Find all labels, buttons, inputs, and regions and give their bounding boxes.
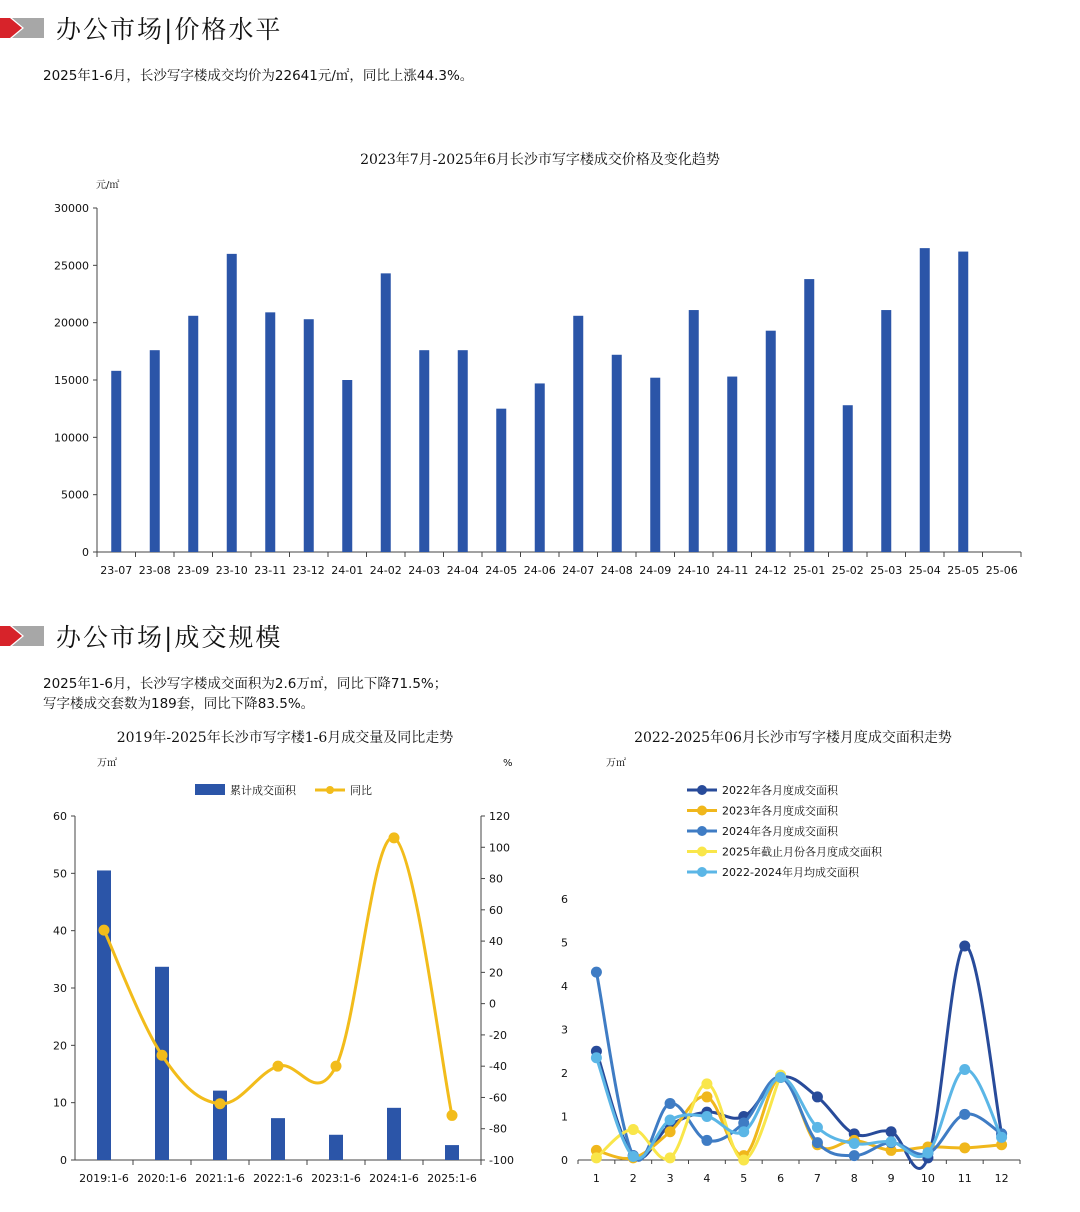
y-tick-label-right: 20 [489, 966, 503, 980]
bar [342, 380, 352, 552]
x-tick-label: 2025:1-6 [427, 1172, 477, 1185]
y-tick-label-left: 0 [60, 1154, 67, 1167]
y-tick-label-left: 60 [53, 810, 67, 823]
series-point [849, 1150, 860, 1161]
x-tick-label: 12 [994, 1172, 1009, 1185]
series-point [886, 1126, 897, 1137]
bar [766, 331, 776, 552]
bar [227, 254, 237, 552]
x-tick-label: 2023:1-6 [311, 1172, 361, 1185]
series-point [959, 1064, 970, 1075]
bar [265, 312, 275, 552]
bar [97, 870, 111, 1160]
y-tick-label: 5000 [61, 488, 89, 502]
x-tick-label: 5 [740, 1172, 748, 1185]
y-tick-label: 30000 [54, 202, 89, 215]
series-point [922, 1147, 933, 1158]
legend-label: 2022-2024年月均成交面积 [722, 866, 859, 879]
x-tick-label: 25-01 [793, 564, 826, 577]
section-badge-icon [0, 16, 46, 40]
series-point [701, 1135, 712, 1146]
series-point [849, 1138, 860, 1149]
legend-marker [697, 806, 707, 816]
y-tick-label-right: 60 [489, 903, 503, 917]
y-tick-label: 5 [561, 936, 568, 950]
yoy-point [447, 1110, 458, 1121]
y-tick-label-left: 20 [53, 1039, 67, 1053]
legend-marker [697, 867, 707, 877]
legend-marker-line [326, 786, 334, 794]
y-axis-unit-right: % [503, 758, 513, 769]
x-tick-label: 6 [777, 1172, 785, 1185]
x-tick-label: 10 [920, 1172, 935, 1185]
volume-bar-line-chart [0, 720, 540, 1210]
x-tick-label: 2020:1-6 [137, 1172, 187, 1185]
section-title-price: 办公市场|价格水平 [56, 15, 283, 44]
bar [387, 1108, 401, 1160]
series-point [665, 1114, 676, 1125]
y-tick-label: 25000 [54, 259, 89, 273]
y-tick-label-right: -40 [489, 1060, 507, 1074]
section-header-volume [0, 614, 1080, 654]
yoy-point [389, 832, 400, 843]
y-tick-label-right: -20 [489, 1028, 507, 1042]
x-tick-label: 7 [813, 1172, 821, 1185]
y-tick-label: 10000 [54, 431, 89, 445]
x-tick-label: 25-06 [985, 564, 1018, 577]
series-point [812, 1137, 823, 1148]
x-tick-label: 24-06 [523, 564, 556, 577]
series-point [591, 1052, 602, 1063]
series-point [738, 1126, 749, 1137]
y-tick-label-left: 30 [53, 982, 67, 995]
bar [188, 316, 198, 552]
x-tick-label: 23-08 [138, 564, 171, 577]
x-tick-label: 25-05 [947, 564, 980, 577]
x-tick-label: 4 [703, 1172, 711, 1185]
bar [458, 350, 468, 552]
bar [150, 350, 160, 552]
x-tick-label: 25-04 [908, 564, 941, 577]
series-point [628, 1124, 639, 1135]
series-point [812, 1091, 823, 1102]
bar [271, 1118, 285, 1160]
x-tick-label: 2019:1-6 [79, 1172, 129, 1185]
series-point [959, 1109, 970, 1120]
y-tick-label-right: 100 [489, 841, 510, 855]
chart-title: 2023年7月-2025年6月长沙市写字楼成交价格及变化趋势 [360, 152, 720, 168]
bar [111, 371, 121, 552]
x-tick-label: 24-08 [600, 564, 633, 577]
x-tick-label: 24-12 [754, 564, 787, 577]
section-title-volume: 办公市场|成交规模 [56, 623, 283, 652]
x-tick-label: 8 [850, 1172, 858, 1185]
x-tick-label: 24-07 [562, 564, 595, 577]
legend-label: 2022年各月度成交面积 [722, 784, 838, 797]
bar [419, 350, 429, 552]
bar [445, 1145, 459, 1160]
series-point [591, 1152, 602, 1163]
bar [573, 316, 583, 552]
series-line [596, 1075, 780, 1160]
y-tick-label-left: 10 [53, 1096, 67, 1110]
series-point [701, 1078, 712, 1089]
series-point [665, 1126, 676, 1137]
series-line [596, 972, 1001, 1160]
y-tick-label-right: 0 [489, 997, 496, 1011]
y-tick-label: 15000 [54, 374, 89, 387]
legend-label: 2025年截止月份各月度成交面积 [722, 845, 882, 859]
legend-marker [697, 847, 707, 857]
x-tick-label: 2022:1-6 [253, 1172, 303, 1185]
bar [727, 377, 737, 552]
series-point [738, 1155, 749, 1166]
yoy-point [331, 1061, 342, 1072]
bar [650, 378, 660, 552]
x-tick-label: 1 [592, 1172, 600, 1185]
x-tick-label: 2024:1-6 [369, 1172, 419, 1185]
bar [920, 248, 930, 552]
bar [304, 319, 314, 552]
yoy-point [99, 925, 110, 936]
y-tick-label-left: 50 [53, 867, 67, 881]
y-axis-unit-left: 万㎡ [97, 758, 117, 769]
x-tick-label: 24-05 [485, 564, 518, 577]
series-point [886, 1136, 897, 1147]
y-tick-label: 20000 [54, 316, 89, 330]
y-tick-label-left: 40 [53, 924, 67, 938]
x-tick-label: 23-12 [292, 564, 325, 577]
bar [804, 279, 814, 552]
legend-label: 2023年各月度成交面积 [722, 804, 838, 818]
x-tick-label: 24-04 [446, 564, 479, 577]
volume-summary-line2: 写字楼成交套数为189套，同比下降83.5%。 [43, 696, 315, 712]
x-tick-label: 24-02 [369, 564, 402, 577]
bar [381, 273, 391, 552]
series-point [591, 967, 602, 978]
price-bar-chart [0, 140, 1080, 590]
x-tick-label: 25-03 [870, 564, 903, 577]
x-tick-label: 24-01 [331, 564, 364, 577]
legend-marker [697, 785, 707, 795]
y-tick-label: 0 [561, 1154, 568, 1167]
section-header-price [0, 6, 1080, 46]
legend-label: 2024年各月度成交面积 [722, 825, 838, 838]
x-tick-label: 24-11 [716, 564, 749, 577]
yoy-point [215, 1098, 226, 1109]
y-axis-unit: 万㎡ [606, 758, 626, 769]
series-point [959, 940, 970, 951]
bar [612, 355, 622, 552]
chart-title: 2019年-2025年长沙市写字楼1-6月成交量及同比走势 [116, 730, 454, 746]
series-point [812, 1122, 823, 1133]
x-tick-label: 9 [887, 1172, 895, 1185]
bar [689, 310, 699, 552]
bar [329, 1135, 343, 1160]
bar [843, 405, 853, 552]
series-point [996, 1132, 1007, 1143]
series-point [628, 1151, 639, 1162]
x-tick-label: 24-10 [677, 564, 710, 577]
yoy-point [273, 1061, 284, 1072]
chart-title: 2022-2025年06月长沙市写字楼月度成交面积走势 [634, 730, 952, 746]
y-tick-label-right: -80 [489, 1122, 507, 1136]
legend-label-bar: 累计成交面积 [230, 784, 296, 797]
bar [535, 383, 545, 552]
series-point [701, 1111, 712, 1122]
y-tick-label: 2 [561, 1067, 568, 1080]
price-summary: 2025年1-6月，长沙写字楼成交均价为22641元/㎡，同比上涨44.3%。 [43, 68, 474, 84]
bar [881, 310, 891, 552]
y-tick-label: 6 [561, 893, 568, 906]
y-tick-label: 1 [561, 1110, 568, 1124]
legend-swatch-bar [195, 784, 225, 795]
series-point [775, 1072, 786, 1083]
series-point [665, 1152, 676, 1163]
y-tick-label: 0 [82, 546, 89, 559]
x-tick-label: 24-09 [639, 564, 672, 577]
y-tick-label-right: -60 [489, 1091, 507, 1105]
x-tick-label: 3 [666, 1172, 674, 1185]
y-tick-label-right: 120 [489, 810, 510, 823]
series-point [959, 1142, 970, 1153]
x-tick-label: 2021:1-6 [195, 1172, 245, 1185]
series-point [701, 1091, 712, 1102]
y-tick-label-right: 80 [489, 872, 503, 886]
legend-marker [697, 826, 707, 836]
y-tick-label-right: 40 [489, 935, 503, 949]
y-tick-label-right: -100 [489, 1154, 514, 1167]
volume-summary-line1: 2025年1-6月，长沙写字楼成交面积为2.6万㎡，同比下降71.5%； [43, 676, 448, 692]
x-tick-label: 11 [957, 1172, 972, 1185]
x-tick-label: 23-10 [215, 564, 248, 577]
bar [958, 252, 968, 552]
section-badge-icon [0, 624, 46, 648]
bar [496, 409, 506, 552]
x-tick-label: 23-07 [100, 564, 133, 577]
x-tick-label: 2 [629, 1172, 637, 1185]
legend-label-line: 同比 [350, 784, 372, 797]
x-tick-label: 23-09 [177, 564, 210, 577]
y-tick-label: 3 [561, 1023, 568, 1037]
y-tick-label: 4 [561, 980, 568, 993]
series-point [665, 1098, 676, 1109]
x-tick-label: 24-03 [408, 564, 441, 577]
yoy-point [157, 1050, 168, 1061]
x-tick-label: 25-02 [831, 564, 864, 577]
monthly-area-line-chart [540, 720, 1080, 1210]
y-axis-unit: 元/㎡ [96, 180, 120, 191]
x-tick-label: 23-11 [254, 564, 287, 577]
